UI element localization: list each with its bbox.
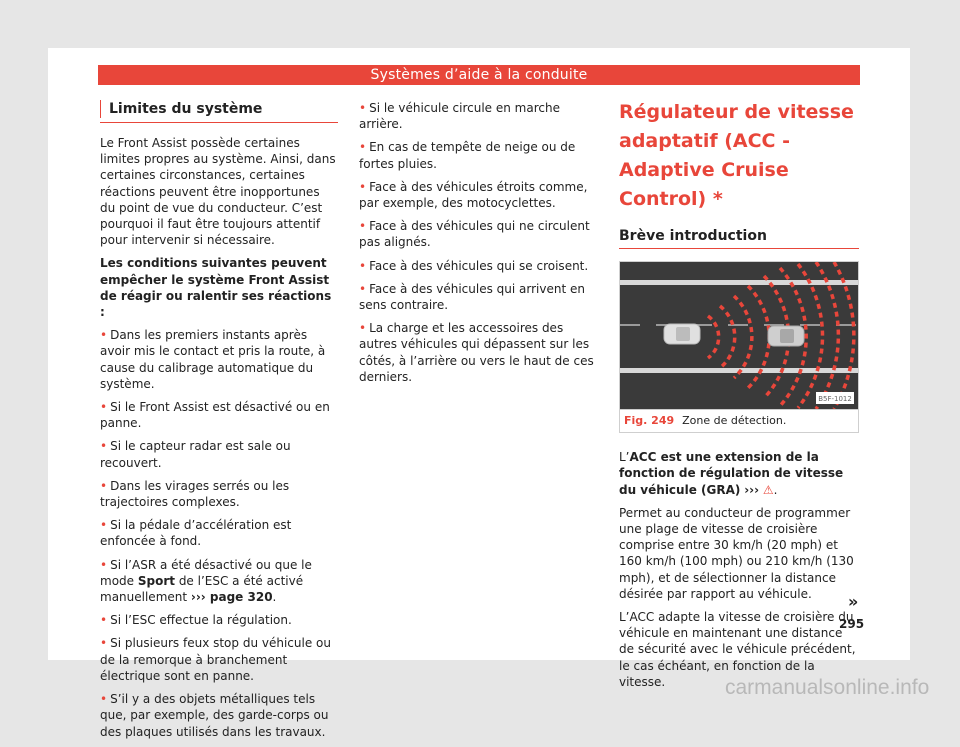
list-item: • Dans les premiers instants après avoir mis le contact et pris la route, à cause du calibrage automatique du système. [100,328,326,391]
list-item: • En cas de tempête de neige ou de fortes pluies. [359,140,576,171]
bullet-icon: • [359,321,367,336]
section-heading-intro: Brève introduction [619,224,859,249]
intro-paragraph: Le Front Assist possède certaines limites propres au système. Ainsi, dans certaines circonstances, certaines réactions peuvent être inopportunes du point de vue du conducteur. C’est pourquoi il faut être toujours attentif pour intervenir si nécessaire. [100,136,336,248]
bullet-icon: • [100,400,108,415]
column-middle [359,100,599,392]
list-item: • Face à des véhicules étroits comme, par exemple, des motocyclettes. [359,179,588,211]
warning-link[interactable]: ››› [744,482,760,497]
bullet-icon: • [359,101,367,115]
bullet-icon: • [100,439,108,454]
list-item: • Si plusieurs feux stop du véhicule ou de la remorque à branchement électrique sont en panne. [100,636,331,683]
list-item: • Face à des véhicules qui se croisent. [359,258,589,273]
list-item: • Si l’ESC effectue la régulation. [100,613,292,628]
warning-icon: ⚠ [762,482,774,497]
list-item: • S’il y a des objets métalliques tels que, par exemple, des garde-corps ou des plaques utilisés dans les travaux. [100,692,329,739]
figure-code: B5F-1012 [818,395,852,404]
list-item: • Dans les virages serrés ou les trajectoires complexes. [100,478,290,510]
bullet-icon: • [100,478,108,493]
conditions-title: Les conditions suivantes peuvent empêcher le système Front Assist de réagir ou ralentir ses réactions : [100,256,332,320]
figure-caption: Fig. 249 Zone de détection. [620,409,858,432]
list-item: • La charge et les accessoires des autres véhicules qui dépassent sur les côtés, à l’arrière ou vers le haut de ces derniers. [359,321,594,384]
watermark: carmanualsonline.info [725,676,930,699]
detection-zone-svg [620,262,858,409]
heading-bar [100,100,101,118]
bullet-icon: • [359,179,367,194]
intro-paragraph-acc: L’ACC est une extension de la fonction de régulation de vitesse du véhicule (GRA) ››› ⚠. [619,450,844,497]
list-item: • Si le capteur radar est sale ou recouvert. [100,439,291,470]
car-icon [664,324,700,344]
bullet-icon: • [100,636,108,651]
chapter-title: Régulateur de vitesse adaptatif (ACC - Adaptive Cruise Control) * [619,101,854,210]
list-item: • Si le Front Assist est désactivé ou en panne. [100,400,330,431]
bullet-icon: • [359,281,367,296]
lead-car-icon [768,326,804,346]
page-link[interactable]: ››› page 320 [190,590,273,605]
list-item: • Si l’ASR a été désactivé ou que le mode Sport de l’ESC a été activé manuellement ››› page 320. [100,557,312,605]
list-item: • Face à des véhicules qui ne circulent pas alignés. [359,219,590,250]
paragraph-distance: L’ACC adapte la vitesse de croisière du véhicule en maintenant une distance de sécurité avec le véhicule précédent, le cas échéant, en fonction de la vitesse. [619,610,856,689]
bullet-icon: • [100,613,108,628]
paragraph-speed-range: Permet au conducteur de programmer une plage de vitesse de croisière comprise entre 30 km/h (20 mph) et 160 km/h (100 mph) ou 210 km/h (130 mph), et de sélectionner la distance désirée par rapport au véhicule. [619,505,854,601]
list-item: • Face à des véhicules qui arrivent en sens contraire. [359,281,585,313]
figure [619,261,859,433]
section-header: Systèmes d’aide à la conduite [98,65,860,85]
page-number: 295 [839,617,865,631]
list-item: • Si le véhicule circule en marche arrière. [359,101,560,132]
continued-icon: » [848,592,859,611]
section-heading-limits: Limites du système [100,96,338,123]
column-right [619,98,859,697]
bullet-icon: • [359,258,367,273]
detection-zone-illustration [620,262,858,409]
bullet-icon: • [100,557,108,572]
bullet-icon: • [359,140,367,155]
list-item: • Si la pédale d’accélération est enfoncée à fond. [100,518,292,549]
bullet-icon: • [100,692,108,707]
bullet-icon: • [100,518,108,533]
column-left [100,96,338,747]
bullet-icon: • [359,219,367,234]
bullet-icon: • [100,328,108,343]
